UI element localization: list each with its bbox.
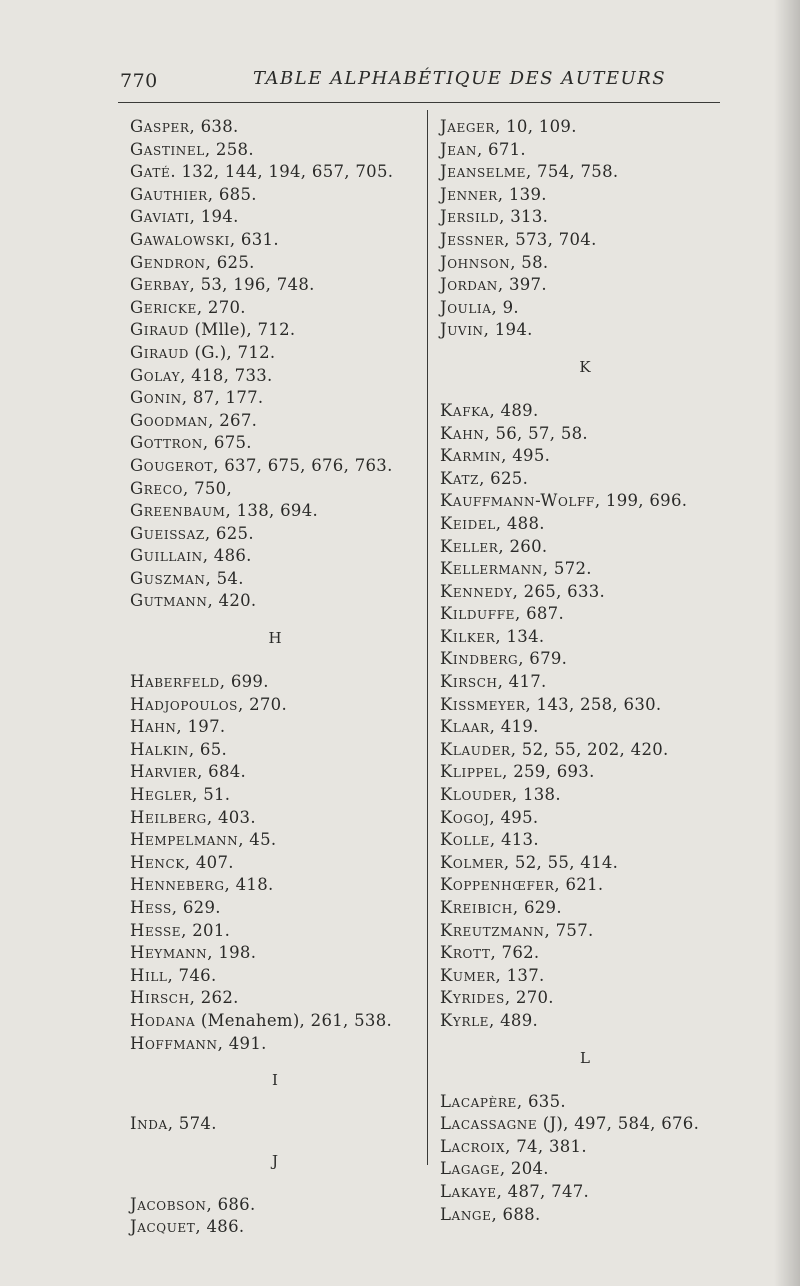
author-name: Hahn xyxy=(130,717,177,737)
author-name: Kumer xyxy=(440,965,496,985)
page-references: , 51. xyxy=(192,785,231,805)
page-references: , 260. xyxy=(498,536,548,556)
page-references: , 267. xyxy=(208,410,258,430)
index-entry xyxy=(130,1216,420,1239)
index-entry xyxy=(440,252,730,275)
author-name: Giraud xyxy=(130,342,189,362)
page-references: , 259, 693. xyxy=(502,762,595,782)
author-name: Haberfeld xyxy=(130,672,220,692)
author-name: Kafka xyxy=(440,400,490,420)
author-name: Klaar xyxy=(440,717,490,737)
index-entry xyxy=(440,274,730,297)
author-name: Kolle xyxy=(440,830,490,850)
author-name: Jaeger xyxy=(440,117,496,136)
section-letter: J xyxy=(271,1151,278,1170)
page-references: , 262. xyxy=(189,988,239,1008)
index-entry xyxy=(130,206,420,229)
index-entry xyxy=(130,694,420,717)
page-references: , 403. xyxy=(206,807,256,827)
index-entry xyxy=(440,319,730,342)
index-entry xyxy=(440,671,730,694)
page-references: , 52, 55, 414. xyxy=(503,852,619,872)
page-references: , 625. xyxy=(479,468,529,488)
author-name: Gasper xyxy=(130,117,190,136)
page-references: , 699. xyxy=(219,672,269,692)
page-references: , 270. xyxy=(237,694,288,714)
author-name: Gueissaz xyxy=(130,523,205,543)
index-entry xyxy=(130,920,420,943)
page-references: , 495. xyxy=(489,807,539,827)
page-references: , 621. xyxy=(554,875,604,895)
index-entry xyxy=(440,400,730,423)
page-references: , 625. xyxy=(205,252,255,272)
index-entry xyxy=(130,568,420,591)
author-name: Greco xyxy=(130,478,183,498)
author-name: Koppenhœfer xyxy=(440,875,555,895)
page-references: , 56, 57, 58. xyxy=(484,423,588,443)
page-references: , 54. xyxy=(205,568,244,588)
author-name: Klouder xyxy=(440,785,512,805)
page-references: , 486. xyxy=(195,1217,245,1237)
author-name: Hill xyxy=(130,965,168,985)
page-references: , 10, 109. xyxy=(495,117,577,136)
index-entry xyxy=(130,523,420,546)
author-name: Heilberg xyxy=(130,807,207,827)
author-name: Gastinel xyxy=(130,139,205,159)
author-name: Giraud xyxy=(130,320,189,340)
page-references: , 58. xyxy=(510,252,549,272)
index-entry xyxy=(440,1091,730,1114)
right-column xyxy=(440,116,730,1226)
author-name: Karmin xyxy=(440,446,502,466)
index-entry xyxy=(130,161,420,184)
section-spacer xyxy=(440,1033,730,1045)
author-name: Gendron xyxy=(130,252,206,272)
index-entry xyxy=(440,513,730,536)
index-entry xyxy=(130,184,420,207)
page-references: , 684. xyxy=(197,762,247,782)
author-name: Kilker xyxy=(440,626,496,646)
index-entry xyxy=(440,445,730,468)
page-references: , 495. xyxy=(501,446,551,466)
author-name: Gauthier xyxy=(130,184,208,204)
author-name: Joulia xyxy=(440,297,492,317)
page-references: (J), 497, 584, 676. xyxy=(537,1114,700,1134)
index-entry xyxy=(130,342,420,365)
index-entry xyxy=(440,184,730,207)
author-name: Kahn xyxy=(440,423,485,443)
index-entry xyxy=(130,716,420,739)
page-references: , 199, 696. xyxy=(594,491,688,511)
author-name: Hesse xyxy=(130,920,182,940)
index-entry xyxy=(130,739,420,762)
page-references: , 638. xyxy=(189,117,239,136)
page-references: , 204. xyxy=(499,1159,549,1179)
author-name: Kreibich xyxy=(440,898,513,917)
page-references: , 637, 675, 676, 763. xyxy=(213,455,393,475)
author-name: Lakaye xyxy=(440,1181,497,1201)
page-references: , 194. xyxy=(483,320,533,340)
section-spacer xyxy=(130,659,420,671)
page-references: (Mlle), 712. xyxy=(188,320,296,340)
author-name: Hodana xyxy=(130,1010,196,1030)
index-entry xyxy=(440,852,730,875)
author-name: Gericke xyxy=(130,297,197,317)
index-entry xyxy=(440,116,730,139)
index-entry xyxy=(130,874,420,897)
index-entry xyxy=(130,942,420,965)
page-references: , 74, 381. xyxy=(505,1136,587,1156)
author-name: Gawalowski xyxy=(130,229,230,249)
page-references: , 491. xyxy=(217,1033,267,1053)
index-entry xyxy=(440,161,730,184)
author-name: Hadjopoulos xyxy=(130,694,238,714)
page-edge-shadow xyxy=(774,0,800,1286)
section-letter: H xyxy=(268,629,282,648)
section-spacer xyxy=(440,342,730,354)
page-references: , 675. xyxy=(202,433,252,453)
page-references: , 87, 177. xyxy=(181,388,264,408)
author-name: Goodman xyxy=(130,410,209,430)
page-references: , 486. xyxy=(202,546,252,566)
page-references: , 488. xyxy=(495,513,545,533)
author-name: Gonin xyxy=(130,388,182,408)
section-letter: L xyxy=(580,1048,590,1067)
index-entry xyxy=(440,297,730,320)
author-name: Jeanselme xyxy=(440,162,526,182)
section-spacer xyxy=(130,613,420,625)
page-references: , 397. xyxy=(497,275,547,295)
index-entry xyxy=(440,942,730,965)
page-references: , 258. xyxy=(204,139,254,159)
page-references: , 754, 758. xyxy=(525,162,619,182)
author-name: Jean xyxy=(440,139,477,159)
index-entry xyxy=(440,229,730,252)
page-references: , 134. xyxy=(495,626,545,646)
index-entry xyxy=(440,807,730,830)
index-entry xyxy=(130,387,420,410)
author-name: Kindberg xyxy=(440,649,519,669)
page-references: , 418. xyxy=(224,875,274,895)
page-references: , 65. xyxy=(188,739,228,759)
author-name: Guillain xyxy=(130,546,203,566)
index-entry xyxy=(440,1204,730,1227)
index-entry xyxy=(440,716,730,739)
page-references: , 629. xyxy=(512,898,562,917)
page-references: , 687. xyxy=(514,604,565,624)
page-references: , 572. xyxy=(542,559,592,579)
index-entry xyxy=(440,1181,730,1204)
author-name: Gottron xyxy=(130,433,203,453)
page-references: , 419. xyxy=(489,717,539,737)
page-references: , 746. xyxy=(167,965,217,985)
page-references: , 417. xyxy=(497,672,547,692)
left-column xyxy=(130,116,420,1239)
author-name: Heymann xyxy=(130,943,208,963)
page-references: , 194. xyxy=(189,207,239,227)
section-spacer xyxy=(440,388,730,400)
page-references: , 407. xyxy=(184,852,234,872)
page-references: , 198. xyxy=(207,943,257,963)
page-references: , 686. xyxy=(206,1194,256,1214)
author-name: Keller xyxy=(440,536,499,556)
author-name: Klauder xyxy=(440,739,511,759)
index-entry xyxy=(130,297,420,320)
page-references: , 762. xyxy=(490,943,540,963)
author-name: Johnson xyxy=(440,252,511,272)
section-letter: I xyxy=(272,1071,278,1090)
page-number: 770 xyxy=(120,70,158,92)
page-references: , 757. xyxy=(544,920,594,940)
author-name: Keidel xyxy=(440,513,496,533)
author-name: Gaté xyxy=(130,162,171,182)
author-name: Lacroix xyxy=(440,1136,506,1156)
page-references: , 688. xyxy=(491,1204,541,1224)
page-references: , 671. xyxy=(476,139,526,159)
author-name: Kissmeyer xyxy=(440,694,526,714)
index-entry xyxy=(440,739,730,762)
author-name: Inda xyxy=(130,1114,168,1134)
running-title: TABLE ALPHABÉTIQUE DES AUTEURS xyxy=(253,68,667,89)
author-name: Jenner xyxy=(440,184,498,204)
author-name: Golay xyxy=(130,365,181,385)
author-name: Juvin xyxy=(440,320,484,340)
index-entry xyxy=(440,920,730,943)
index-entry xyxy=(130,545,420,568)
page-references: , 313. xyxy=(499,207,549,227)
index-entry xyxy=(130,807,420,830)
section-spacer xyxy=(130,1055,420,1067)
page-references: , 143, 258, 630. xyxy=(525,694,662,714)
index-entry xyxy=(440,626,730,649)
author-name: Guszman xyxy=(130,568,206,588)
header-rule xyxy=(118,102,720,103)
author-name: Katz xyxy=(440,468,480,488)
author-name: Jacobson xyxy=(130,1194,207,1214)
author-name: Jessner xyxy=(440,229,505,249)
index-entry xyxy=(130,252,420,275)
author-name: Gerbay xyxy=(130,275,190,295)
index-entry xyxy=(130,365,420,388)
author-name: Jacquet xyxy=(130,1217,196,1237)
page-references: (Menahem), 261, 538. xyxy=(195,1010,393,1030)
author-name: Hess xyxy=(130,898,172,917)
page-references: , 685. xyxy=(207,184,257,204)
page-references: , 45. xyxy=(238,830,277,850)
page-references: , 138, 694. xyxy=(225,501,319,521)
index-entry xyxy=(130,410,420,433)
index-entry xyxy=(440,603,730,626)
author-name: Halkin xyxy=(130,739,189,759)
index-entry xyxy=(440,558,730,581)
index-entry xyxy=(440,139,730,162)
index-entry xyxy=(130,1113,420,1136)
index-entry xyxy=(130,229,420,252)
page-references: , 420. xyxy=(207,591,257,611)
author-name: Kogoj xyxy=(440,807,490,827)
author-name: Kellermann xyxy=(440,559,543,579)
index-entry xyxy=(440,423,730,446)
index-entry xyxy=(130,139,420,162)
page-references: , 750, xyxy=(183,478,233,498)
author-name: Kreutzmann xyxy=(440,920,545,940)
author-name: Kyrides xyxy=(440,988,505,1008)
index-entry xyxy=(440,965,730,988)
index-entry xyxy=(130,852,420,875)
index-entry xyxy=(130,116,420,139)
index-entry xyxy=(440,490,730,513)
page-references: , 625. xyxy=(204,523,254,543)
author-name: Klippel xyxy=(440,762,503,782)
index-entry xyxy=(440,1010,730,1033)
index-entry xyxy=(440,1158,730,1181)
author-name: Lacassagne xyxy=(440,1114,538,1134)
author-name: Hegler xyxy=(130,785,193,805)
section-letter: K xyxy=(579,357,591,376)
author-name: Jersild xyxy=(440,207,500,227)
index-entry xyxy=(440,694,730,717)
index-entry xyxy=(440,468,730,491)
index-entry xyxy=(440,648,730,671)
section-spacer xyxy=(130,1182,420,1194)
author-name: Kolmer xyxy=(440,852,504,872)
page-references: , 574. xyxy=(167,1114,217,1134)
index-entry xyxy=(130,500,420,523)
author-name: Kyrle xyxy=(440,1010,490,1030)
author-name: Greenbaum xyxy=(130,501,226,521)
page-references: , 52, 55, 202, 420. xyxy=(510,739,669,759)
index-entry xyxy=(130,1033,420,1056)
index-entry xyxy=(440,761,730,784)
index-entry xyxy=(130,478,420,501)
author-name: Lacapère xyxy=(440,1091,517,1111)
author-name: Kilduffe xyxy=(440,604,515,624)
page-references: , 270. xyxy=(504,988,554,1008)
page-references: , 413. xyxy=(489,830,539,850)
author-name: Henneberg xyxy=(130,875,225,895)
page-references: , 270. xyxy=(196,297,246,317)
index-entry xyxy=(130,987,420,1010)
index-entry xyxy=(440,1136,730,1159)
page-references: , 635. xyxy=(516,1091,566,1111)
column-divider xyxy=(427,110,428,1165)
page-references: , 9. xyxy=(491,297,519,317)
page-references: , 629. xyxy=(171,898,221,917)
index-entry xyxy=(130,897,420,920)
page-references: , 138. xyxy=(511,785,561,805)
index-entry xyxy=(440,581,730,604)
index-entry xyxy=(130,671,420,694)
index-entry xyxy=(130,319,420,342)
index-entry xyxy=(130,1194,420,1217)
index-entry xyxy=(130,455,420,478)
page-references: . 132, 144, 194, 657, 705. xyxy=(170,162,394,182)
author-name: Gougerot xyxy=(130,455,214,475)
author-name: Lagage xyxy=(440,1159,500,1179)
index-entry xyxy=(130,1010,420,1033)
index-entry xyxy=(130,274,420,297)
index-entry xyxy=(130,761,420,784)
section-spacer xyxy=(130,1101,420,1113)
page-references: , 573, 704. xyxy=(504,229,597,249)
page-references: , 489. xyxy=(489,1010,539,1030)
author-name: Hirsch xyxy=(130,988,190,1008)
author-name: Kauffmann-Wolff xyxy=(440,491,595,511)
index-entry xyxy=(130,432,420,455)
page-references: , 679. xyxy=(518,649,568,669)
page-references: , 139. xyxy=(497,184,547,204)
page-references: , 487, 747. xyxy=(496,1181,590,1201)
page-references: , 265, 633. xyxy=(512,581,606,601)
index-entry xyxy=(130,590,420,613)
author-name: Jordan xyxy=(440,275,498,295)
index-entry xyxy=(130,965,420,988)
author-name: Harvier xyxy=(130,762,198,782)
index-entry xyxy=(130,784,420,807)
author-name: Gaviati xyxy=(130,207,190,227)
author-name: Gutmann xyxy=(130,591,208,611)
author-name: Lange xyxy=(440,1204,492,1224)
index-entry xyxy=(440,897,730,920)
author-name: Kirsch xyxy=(440,672,498,692)
index-entry xyxy=(440,987,730,1010)
index-entry xyxy=(440,874,730,897)
author-name: Hempelmann xyxy=(130,830,239,850)
page-references: , 201. xyxy=(181,920,231,940)
index-entry xyxy=(440,784,730,807)
section-spacer xyxy=(440,1079,730,1091)
section-spacer xyxy=(130,1136,420,1148)
page-references: , 197. xyxy=(176,717,226,737)
author-name: Hoffmann xyxy=(130,1033,218,1053)
page-references: , 489. xyxy=(489,400,539,420)
author-name: Krott xyxy=(440,943,491,963)
index-entry xyxy=(130,829,420,852)
author-name: Kennedy xyxy=(440,581,513,601)
index-entry xyxy=(440,1113,730,1136)
page-references: (G.), 712. xyxy=(188,342,276,362)
index-entry xyxy=(440,536,730,559)
page-references: , 137. xyxy=(495,965,545,985)
index-entry xyxy=(440,206,730,229)
author-name: Henck xyxy=(130,852,185,872)
page-references: , 53, 196, 748. xyxy=(189,275,315,295)
page-references: , 631. xyxy=(229,229,279,249)
index-entry xyxy=(440,829,730,852)
page-references: , 418, 733. xyxy=(180,365,273,385)
